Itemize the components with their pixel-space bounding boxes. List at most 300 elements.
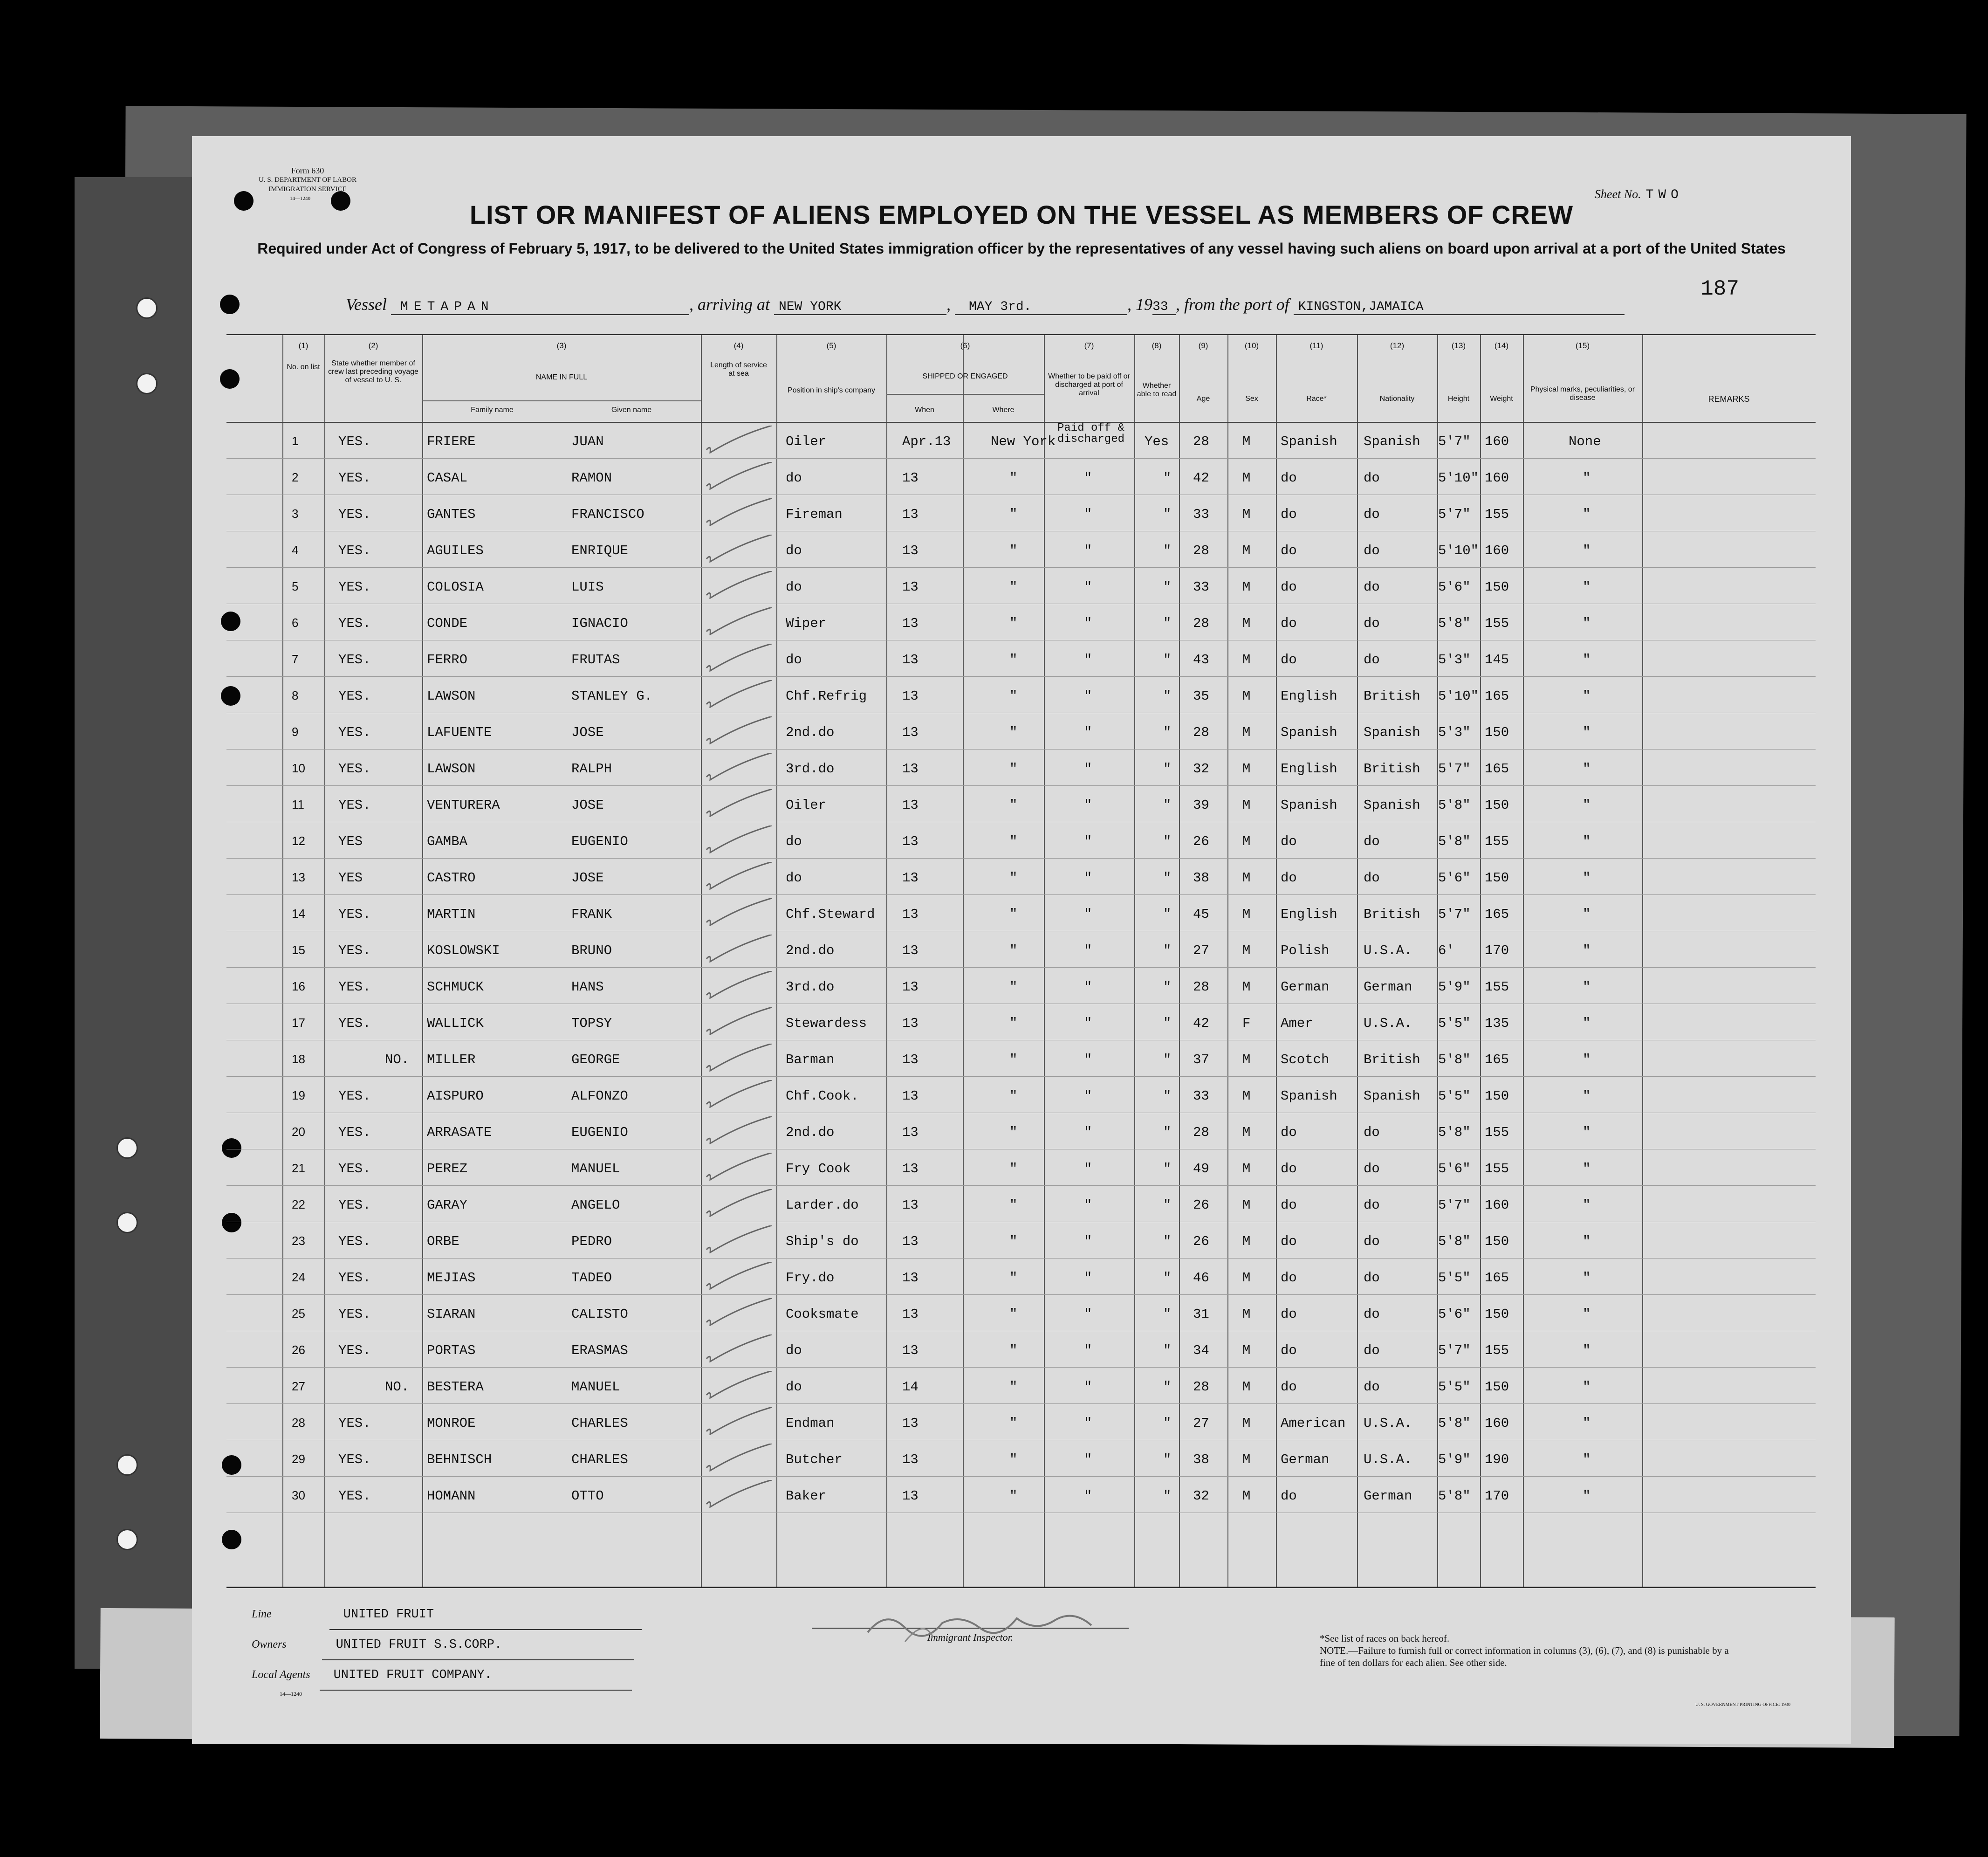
given-name: ALFONZO (571, 1088, 628, 1104)
shipped-when: 13 (902, 1052, 919, 1067)
height: 5'3" (1438, 725, 1471, 740)
row-number: 8 (292, 688, 299, 702)
age: 27 (1193, 1416, 1209, 1431)
paid-off: " (1084, 1379, 1092, 1395)
paid-off: " (1084, 652, 1092, 667)
physical-marks: " (1583, 798, 1591, 813)
shipped-where: " (1009, 1270, 1018, 1286)
nationality: U.S.A. (1364, 1016, 1412, 1031)
table-row (226, 1440, 1816, 1477)
length-service-check-mark (702, 1153, 776, 1181)
row-number: 5 (292, 579, 299, 593)
shipped-where: " (1009, 543, 1018, 558)
binder-hole (136, 373, 158, 394)
state-member: YES. (338, 1307, 371, 1322)
line-field (252, 1600, 642, 1630)
col-num-15: (15) (1575, 341, 1590, 350)
sex: M (1242, 943, 1251, 958)
position: do (786, 543, 802, 558)
punch-hole (220, 295, 240, 314)
race: do (1281, 1270, 1297, 1286)
paid-off: " (1084, 579, 1092, 595)
nationality: do (1364, 1197, 1380, 1213)
given-name: JOSE (571, 870, 604, 886)
shipped-when: 13 (902, 1307, 919, 1322)
length-service-check-mark (702, 789, 776, 817)
physical-marks: " (1583, 1270, 1591, 1286)
col-num-1: (1) (298, 341, 308, 350)
family-name: GANTES (427, 507, 476, 522)
state-member: YES. (338, 543, 371, 558)
weight: 160 (1485, 1416, 1509, 1431)
state-member: YES. (338, 579, 371, 595)
header-age: Age (1196, 395, 1210, 403)
position: Ship's do (786, 1234, 859, 1249)
able-read: " (1163, 1307, 1172, 1322)
given-name: RAMON (571, 470, 612, 486)
weight: 155 (1485, 1343, 1509, 1358)
paid-off: " (1084, 834, 1092, 849)
race: do (1281, 1488, 1297, 1504)
sex: M (1242, 434, 1251, 449)
sex: M (1242, 870, 1251, 886)
race: do (1281, 1161, 1297, 1176)
col-num-8: (8) (1152, 341, 1162, 350)
length-service-check-mark (702, 1007, 776, 1035)
table-row (226, 749, 1816, 786)
age: 28 (1193, 434, 1209, 449)
sex: M (1242, 1452, 1251, 1467)
able-read: " (1163, 1452, 1172, 1467)
paid-off: " (1084, 1197, 1092, 1213)
position: Fry.do (786, 1270, 835, 1286)
header-state-member: State whether member of crew last preceding voyage of vessel to U. S. (328, 359, 418, 384)
shipped-when: 13 (902, 688, 919, 704)
sheet-number-label: Sheet No. (1594, 187, 1641, 201)
paid-off: " (1084, 1088, 1092, 1104)
nationality: U.S.A. (1364, 943, 1412, 958)
height: 5'8" (1438, 1416, 1471, 1431)
table-row (226, 1403, 1816, 1440)
able-read: " (1163, 834, 1172, 849)
sex: M (1242, 1307, 1251, 1322)
row-number: 9 (292, 725, 299, 739)
row-number: 29 (292, 1452, 305, 1466)
height: 5'7" (1438, 507, 1471, 522)
state-member: NO. (385, 1052, 410, 1067)
inspector-label: Immigrant Inspector. (812, 1628, 1129, 1644)
header-no-on-list: No. on list (287, 363, 320, 371)
table-row (226, 495, 1816, 531)
row-number: 3 (292, 507, 299, 521)
col-num-7: (7) (1084, 341, 1094, 350)
position: do (786, 834, 802, 849)
age: 38 (1193, 1452, 1209, 1467)
shipped-where: " (1009, 761, 1018, 777)
state-member: YES. (338, 979, 371, 995)
shipped-where: " (1009, 688, 1018, 704)
shipped-divider (886, 394, 1044, 395)
able-read: " (1163, 725, 1172, 740)
position: Chf.Steward (786, 907, 875, 922)
weight: 150 (1485, 579, 1509, 595)
arriving-port: NEW YORK (774, 300, 946, 315)
age: 45 (1193, 907, 1209, 922)
position: Baker (786, 1488, 827, 1504)
weight: 155 (1485, 616, 1509, 631)
height: 5'8" (1438, 1488, 1471, 1504)
sex: F (1242, 1016, 1251, 1031)
state-member: YES. (338, 688, 371, 704)
given-name: JUAN (571, 434, 604, 449)
length-service-check-mark (702, 535, 776, 563)
given-name: FRANCISCO (571, 507, 644, 522)
shipped-when: 13 (902, 1161, 919, 1176)
physical-marks: " (1583, 761, 1591, 777)
port-label: , from the port of (1176, 295, 1289, 314)
able-read: Yes (1145, 434, 1169, 449)
nationality: do (1364, 1125, 1380, 1140)
age: 42 (1193, 1016, 1209, 1031)
able-read: " (1163, 1161, 1172, 1176)
race: English (1281, 761, 1337, 777)
shipped-where: " (1009, 1343, 1018, 1358)
row-number: 20 (292, 1125, 305, 1139)
race: English (1281, 688, 1337, 704)
length-service-check-mark (702, 462, 776, 490)
physical-marks: " (1583, 1452, 1591, 1467)
paid-off: " (1084, 761, 1092, 777)
row-number: 28 (292, 1416, 305, 1430)
shipped-where: " (1009, 1016, 1018, 1031)
shipped-when: 13 (902, 1452, 919, 1467)
family-name: WALLICK (427, 1016, 484, 1031)
paid-off: " (1084, 943, 1092, 958)
shipped-where: " (1009, 1052, 1018, 1067)
table-row (226, 1149, 1816, 1186)
position: Larder.do (786, 1197, 859, 1213)
age: 42 (1193, 470, 1209, 486)
table-row (226, 676, 1816, 713)
position: Fry Cook (786, 1161, 851, 1176)
weight: 155 (1485, 1125, 1509, 1140)
given-name: IGNACIO (571, 616, 628, 631)
height: 5'7" (1438, 1343, 1471, 1358)
paid-off: " (1084, 1052, 1092, 1067)
position: do (786, 1379, 802, 1395)
age: 37 (1193, 1052, 1209, 1067)
nationality: Spanish (1364, 1088, 1420, 1104)
table-row (226, 1476, 1816, 1513)
sex: M (1242, 834, 1251, 849)
table-row (226, 1258, 1816, 1295)
age: 32 (1193, 1488, 1209, 1504)
height: 5'8" (1438, 1234, 1471, 1249)
weight: 150 (1485, 798, 1509, 813)
length-service-check-mark (702, 1298, 776, 1326)
sex: M (1242, 979, 1251, 995)
shipped-where: " (1009, 1488, 1018, 1504)
agents-value: UNITED FRUIT COMPANY. (320, 1661, 632, 1691)
header-race: Race* (1306, 395, 1327, 403)
nationality: German (1364, 979, 1412, 995)
binder-hole (136, 297, 158, 319)
height: 5'10" (1438, 543, 1479, 558)
race: Scotch (1281, 1052, 1330, 1067)
given-name: GEORGE (571, 1052, 620, 1067)
given-name: LUIS (571, 579, 604, 595)
height: 5'9" (1438, 979, 1471, 995)
length-service-check-mark (702, 971, 776, 999)
paid-off: " (1084, 543, 1092, 558)
shipped-where: " (1009, 1379, 1018, 1395)
table-row (226, 931, 1816, 968)
race: Spanish (1281, 725, 1337, 740)
col-num-4: (4) (734, 341, 744, 350)
weight: 155 (1485, 834, 1509, 849)
shipped-where: " (1009, 1416, 1018, 1431)
race: do (1281, 1307, 1297, 1322)
age: 33 (1193, 1088, 1209, 1104)
page-number: 187 (1700, 277, 1739, 301)
given-name: TOPSY (571, 1016, 612, 1031)
race: Spanish (1281, 798, 1337, 813)
state-member: YES. (338, 1016, 371, 1031)
state-member: YES. (338, 434, 371, 449)
length-service-check-mark (702, 1225, 776, 1253)
shipped-when: 13 (902, 579, 919, 595)
able-read: " (1163, 652, 1172, 667)
weight: 165 (1485, 1052, 1509, 1067)
shipped-where: " (1009, 1452, 1018, 1467)
able-read: " (1163, 1052, 1172, 1067)
family-name: BEHNISCH (427, 1452, 492, 1467)
height: 5'8" (1438, 834, 1471, 849)
shipped-where: " (1009, 907, 1018, 922)
header-family-name: Family name (471, 406, 514, 414)
weight: 150 (1485, 1234, 1509, 1249)
length-service-check-mark (702, 1189, 776, 1217)
family-name: GARAY (427, 1197, 468, 1213)
agents-field (252, 1660, 642, 1691)
length-service-check-mark (702, 1044, 776, 1072)
position: Fireman (786, 507, 843, 522)
footer-notes (1320, 1632, 1739, 1669)
nationality: U.S.A. (1364, 1416, 1412, 1431)
state-member: YES. (338, 1270, 371, 1286)
able-read: " (1163, 1379, 1172, 1395)
sex: M (1242, 543, 1251, 558)
shipped-where: " (1009, 470, 1018, 486)
shipped-when: 13 (902, 1088, 919, 1104)
race: do (1281, 1197, 1297, 1213)
col-num-9: (9) (1198, 341, 1208, 350)
age: 35 (1193, 688, 1209, 704)
line-value: UNITED FRUIT (329, 1600, 642, 1630)
able-read: " (1163, 1197, 1172, 1213)
family-name: PEREZ (427, 1161, 468, 1176)
shipped-when: 13 (902, 1270, 919, 1286)
nationality: British (1364, 1052, 1420, 1067)
family-name: COLOSIA (427, 579, 484, 595)
height: 5'5" (1438, 1088, 1471, 1104)
table-row (226, 422, 1816, 459)
position: Stewardess (786, 1016, 867, 1031)
length-service-check-mark (702, 644, 776, 672)
able-read: " (1163, 1016, 1172, 1031)
race: Spanish (1281, 434, 1337, 449)
form-label: Form 630 (291, 166, 324, 175)
family-name: LAFUENTE (427, 725, 492, 740)
sex: M (1242, 1052, 1251, 1067)
shipped-where: " (1009, 1161, 1018, 1176)
table-row (226, 458, 1816, 495)
nationality: do (1364, 579, 1380, 595)
race: German (1281, 1452, 1330, 1467)
nationality: do (1364, 1307, 1380, 1322)
race: do (1281, 1125, 1297, 1140)
able-read: " (1163, 870, 1172, 886)
paid-off: " (1084, 1016, 1092, 1031)
shipped-where: " (1009, 652, 1018, 667)
given-name: JOSE (571, 725, 604, 740)
paid-off: " (1084, 1452, 1092, 1467)
height: 5'10" (1438, 470, 1479, 486)
sex: M (1242, 470, 1251, 486)
position: Butcher (786, 1452, 843, 1467)
given-name: EUGENIO (571, 1125, 628, 1140)
family-name: MARTIN (427, 907, 476, 922)
given-name: EUGENIO (571, 834, 628, 849)
state-member: YES. (338, 907, 371, 922)
physical-marks: " (1583, 1488, 1591, 1504)
table-row (226, 1004, 1816, 1040)
position: Cooksmate (786, 1307, 859, 1322)
age: 43 (1193, 652, 1209, 667)
service-label: IMMIGRATION SERVICE (268, 186, 347, 193)
paid-off: " (1084, 1416, 1092, 1431)
physical-marks: " (1583, 1234, 1591, 1249)
family-name: MILLER (427, 1052, 476, 1067)
shipped-when: 13 (902, 870, 919, 886)
shipped-when: 13 (902, 470, 919, 486)
sex: M (1242, 1416, 1251, 1431)
length-service-check-mark (702, 753, 776, 781)
row-number: 22 (292, 1197, 305, 1211)
race: do (1281, 870, 1297, 886)
sex: M (1242, 1161, 1251, 1176)
given-name: OTTO (571, 1488, 604, 1504)
nationality: do (1364, 616, 1380, 631)
height: 5'9" (1438, 1452, 1471, 1467)
race: do (1281, 543, 1297, 558)
shipped-when: 13 (902, 979, 919, 995)
table-header (226, 335, 1816, 423)
weight: 165 (1485, 1270, 1509, 1286)
weight: 150 (1485, 1379, 1509, 1395)
length-service-check-mark (702, 862, 776, 890)
shipped-when: 13 (902, 1343, 919, 1358)
height: 5'6" (1438, 1161, 1471, 1176)
nationality: do (1364, 870, 1380, 886)
shipped-when: 13 (902, 616, 919, 631)
header-paid-off: Whether to be paid off or discharged at port of arrival (1048, 372, 1130, 397)
family-name: LAWSON (427, 688, 476, 704)
weight: 165 (1485, 688, 1509, 704)
family-name: AGUILES (427, 543, 484, 558)
table-row (226, 713, 1816, 750)
shipped-when: 13 (902, 507, 919, 522)
footer-fields (252, 1600, 642, 1697)
family-name: PORTAS (427, 1343, 476, 1358)
length-service-check-mark (702, 1334, 776, 1362)
weight: 160 (1485, 543, 1509, 558)
length-service-check-mark (702, 426, 776, 454)
physical-marks: " (1583, 616, 1591, 631)
state-member: NO. (385, 1379, 410, 1395)
races-note: *See list of races on back hereof. (1320, 1633, 1450, 1644)
state-member: YES. (338, 725, 371, 740)
length-service-check-mark (702, 1080, 776, 1108)
race: do (1281, 834, 1297, 849)
given-name: STANLEY G. (571, 688, 653, 704)
given-name: MANUEL (571, 1161, 620, 1176)
row-number: 6 (292, 616, 299, 630)
table-row (226, 604, 1816, 640)
document-title: LIST OR MANIFEST OF ALIENS EMPLOYED ON THE VESSEL AS MEMBERS OF CREW (469, 200, 1574, 229)
height: 5'8" (1438, 798, 1471, 813)
shipped-where: " (1009, 1125, 1018, 1140)
shipped-where: " (1009, 1307, 1018, 1322)
age: 46 (1193, 1270, 1209, 1286)
arriving-label: , arriving at (689, 295, 770, 314)
height: 5'7" (1438, 1197, 1471, 1213)
weight: 160 (1485, 434, 1509, 449)
table-row (226, 1076, 1816, 1113)
state-member: YES. (338, 761, 371, 777)
weight: 160 (1485, 470, 1509, 486)
state-member: YES. (338, 616, 371, 631)
position: Wiper (786, 616, 827, 631)
physical-marks: " (1583, 725, 1591, 740)
height: 5'6" (1438, 579, 1471, 595)
age: 31 (1193, 1307, 1209, 1322)
shipped-where: " (1009, 1088, 1018, 1104)
race: do (1281, 1234, 1297, 1249)
sex: M (1242, 616, 1251, 631)
sex: M (1242, 1379, 1251, 1395)
weight: 145 (1485, 652, 1509, 667)
table-row (226, 1113, 1816, 1149)
sex: M (1242, 1488, 1251, 1504)
table-row (226, 1222, 1816, 1259)
nationality: British (1364, 907, 1420, 922)
given-name: ANGELO (571, 1197, 620, 1213)
physical-marks: " (1583, 1197, 1591, 1213)
length-service-check-mark (702, 1480, 776, 1508)
physical-marks: " (1583, 1088, 1591, 1104)
table-row (226, 1040, 1816, 1077)
inspector-signature (812, 1600, 1129, 1651)
table-row (226, 1185, 1816, 1222)
length-service-check-mark (702, 898, 776, 926)
shipped-when: 13 (902, 1488, 919, 1504)
shipped-where: " (1009, 1234, 1018, 1249)
sex: M (1242, 907, 1251, 922)
length-service-check-mark (702, 1371, 776, 1399)
physical-marks: " (1583, 1307, 1591, 1322)
length-service-check-mark (702, 680, 776, 708)
